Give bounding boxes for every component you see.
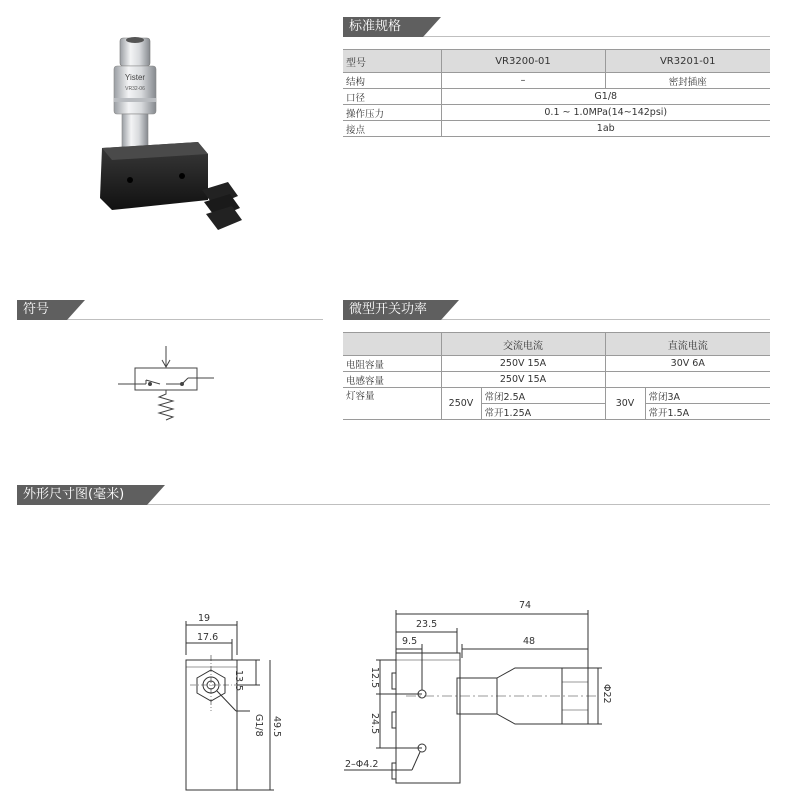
spec-header-row (343, 50, 770, 73)
power-header-row (343, 333, 770, 356)
table-row (343, 73, 770, 89)
table-row (343, 105, 770, 121)
dim-port-g18: G1/8 (253, 714, 264, 737)
table-row (343, 372, 770, 388)
brand-stamp: Yister (124, 73, 146, 82)
switch-symbol-diagram (110, 340, 220, 425)
dim-13-5: 13.5 (233, 670, 244, 692)
dim-17-6: 17.6 (197, 632, 219, 643)
power-table (343, 332, 770, 420)
spec-cell: 密封插座 (605, 73, 770, 89)
power-cell: 常开1.25A (481, 404, 605, 420)
section-title-symbol: 符号 (17, 300, 67, 320)
power-cell: 250V 15A (441, 372, 605, 388)
dim-19: 19 (198, 613, 211, 624)
table-row (343, 388, 770, 404)
dim-9-5: 9.5 (402, 636, 418, 647)
power-header-ac: 交流电流 (441, 333, 605, 356)
dim-74: 74 (519, 600, 532, 611)
spec-row-label: 操作压力 (343, 105, 441, 121)
power-row-label: 灯容量 (343, 388, 441, 420)
dim-dia-22: Φ22 (601, 684, 612, 704)
power-cell: 250V 15A (441, 356, 605, 372)
spec-cell: 1ab (441, 121, 770, 137)
section-title-power: 微型开关功率 (343, 300, 441, 320)
power-cell: 30V 6A (605, 356, 770, 372)
table-row (343, 89, 770, 105)
spec-row-label: 接点 (343, 121, 441, 137)
dim-holes: 2–Φ4.2 (345, 759, 379, 770)
dim-49-5: 49.5 (271, 716, 282, 738)
dim-23-5: 23.5 (416, 619, 438, 630)
spec-cell: 0.1 ~ 1.0MPa(14~142psi) (441, 105, 770, 121)
power-cell: 250V (441, 388, 481, 420)
table-row (343, 121, 770, 137)
spec-row-label: 口径 (343, 89, 441, 105)
section-title-spec: 标准规格 (343, 17, 423, 37)
power-cell: 常闭2.5A (481, 388, 605, 404)
spec-table (343, 49, 770, 137)
front-view-drawing (170, 615, 280, 795)
spec-cell: – (441, 73, 605, 89)
table-row (343, 356, 770, 372)
power-row-label: 电阻容量 (343, 356, 441, 372)
side-view-drawing (340, 598, 620, 798)
spec-header-col1: VR3200-01 (441, 50, 605, 73)
power-header-dc: 直流电流 (605, 333, 770, 356)
dim-48: 48 (523, 636, 536, 647)
section-title-dims: 外形尺寸图(毫米) (17, 485, 147, 505)
spec-cell: G1/8 (441, 89, 770, 105)
power-cell: 30V (605, 388, 645, 420)
spec-row-label: 结构 (343, 73, 441, 89)
dim-12-5: 12.5 (369, 667, 380, 689)
model-stamp: VR32-06 (125, 86, 145, 92)
product-photo (90, 30, 260, 250)
spec-header-col2: VR3201-01 (605, 50, 770, 73)
power-cell: 常闭3A (645, 388, 770, 404)
spec-header-label: 型号 (343, 50, 441, 73)
dim-24-5: 24.5 (369, 713, 380, 735)
power-cell: 常开1.5A (645, 404, 770, 420)
power-row-label: 电感容量 (343, 372, 441, 388)
